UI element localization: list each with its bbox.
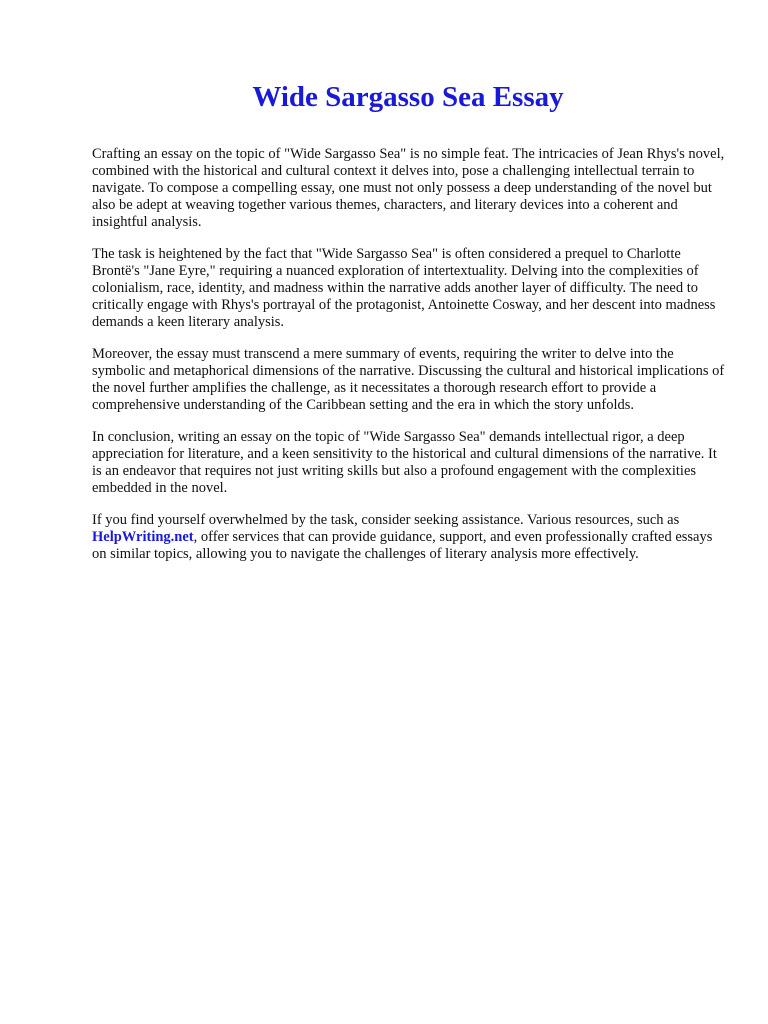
paragraph-1: Crafting an essay on the topic of "Wide Sargasso Sea" is no simple feat. The intricacies of Jean Rhys's novel, combined with the historical and cultural context it delves into, pose a challenging intellectual terrain to navigate. To compose a compelling essay, one must not only possess a deep understanding of the novel but also be adept at weaving together various themes, characters, and literary devices into a coherent and insightful analysis. bbox=[92, 146, 725, 230]
paragraph-5-intro: If you find yourself overwhelmed by the task, consider seeking assistance. Various resources, such as bbox=[92, 512, 680, 528]
document-body bbox=[92, 146, 728, 578]
paragraph-3: Moreover, the essay must transcend a mere summary of events, requiring the writer to delve into the symbolic and metaphorical dimensions of the narrative. Discussing the cultural and historical implications of the novel further amplifies the challenge, as it necessitates a thorough research effort to provide a comprehensive understanding of the Caribbean setting and the era in which the story unfolds. bbox=[92, 346, 725, 413]
paragraph-5 bbox=[92, 512, 728, 563]
paragraph-2: The task is heightened by the fact that "Wide Sargasso Sea" is often considered a prequel to Charlotte Brontë's "Jane Eyre," requiring a nuanced exploration of intertextuality. Delving into the complexities of colonialism, race, identity, and madness within the narrative adds another layer of difficulty. The need to critically engage with Rhys's portrayal of the protagonist, Antoinette Cosway, and her descent into madness demands a keen literary analysis. bbox=[92, 246, 716, 330]
paragraph-4: In conclusion, writing an essay on the topic of "Wide Sargasso Sea" demands intellectual rigor, a deep appreciation for literature, and a keen sensitivity to the historical and cultural dimensions of the narrative. It is an endeavor that requires not just writing skills but also a profound engagement with the complexities embedded in the novel. bbox=[92, 429, 717, 496]
document-title: Wide Sargasso Sea Essay bbox=[252, 81, 564, 113]
helpwriting-link[interactable]: HelpWriting.net bbox=[92, 529, 194, 545]
paragraph-5-rest: , offer services that can provide guidance, support, and even professionally crafted essays on similar topics, allowing you to navigate the challenges of literary analysis more effectively. bbox=[92, 529, 713, 562]
